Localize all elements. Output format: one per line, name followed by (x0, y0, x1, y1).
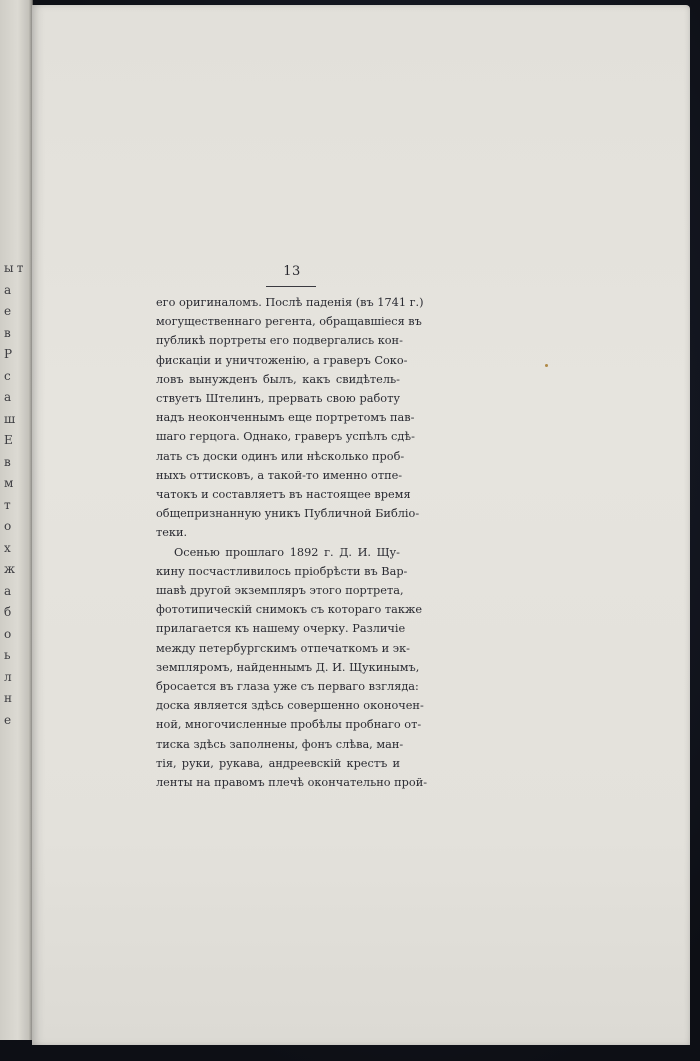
page-number-rule (266, 286, 316, 287)
text-line: земпляромъ, найденнымъ Д. И. Щукинымъ, (156, 660, 420, 674)
paragraph-1 (156, 293, 424, 543)
text-line: шаго герцога. Однако, граверъ успѣлъ сдѣ- (156, 430, 415, 444)
text-line: чатокъ и составляетъ въ настоящее время (156, 488, 411, 502)
text-line: бросается въ глаза уже съ перваго взгляда: (156, 680, 419, 694)
text-line: надъ неоконченнымъ еще портретомъ пав- (156, 411, 415, 425)
text-line: тія, руки, рукава, андреевскій крестъ и (156, 756, 400, 770)
text-line: ныхъ оттисковъ, а такой-то именно отпе- (156, 468, 403, 482)
paper-speck (545, 364, 548, 367)
text-line: тиска здѣсь заполнены, фонъ слѣва, ман- (156, 737, 404, 751)
book-page (32, 5, 690, 1045)
text-line: ствуетъ Штелинъ, прервать свою работу (156, 392, 400, 406)
previous-page-text-fragments: ы т а е в Р с а ш Е в м т о х ж а б о ь л н е (4, 261, 24, 727)
text-line: его оригиналомъ. Послѣ паденія (въ 1741 г.) (156, 296, 424, 309)
text-line: фискаціи и уничтоженію, а граверъ Соко- (156, 353, 408, 367)
paragraph-2 (156, 543, 428, 793)
page-number: 13 (283, 264, 301, 279)
text-line: ловъ вынужденъ былъ, какъ свидѣтель- (156, 372, 400, 386)
text-line: лать съ доски одинъ или нѣсколько проб- (156, 449, 405, 463)
text-line: теки. (156, 526, 188, 540)
text-line: доска является здѣсь совершенно оконочен- (156, 699, 424, 713)
text-line: шавѣ другой экземпляръ этого портрета, (156, 584, 404, 598)
body-text (156, 293, 428, 792)
text-line: кину посчастливилось пріобрѣсти въ Вар- (156, 564, 408, 578)
text-line: Осенью прошлаго 1892 г. Д. И. Щу- (174, 545, 400, 559)
text-line: ной, многочисленные пробѣлы пробнаго от- (156, 718, 422, 732)
text-line: фототипическій снимокъ съ котораго также (156, 603, 423, 617)
previous-page-edge (0, 0, 33, 1040)
text-line: прилагается къ нашему очерку. Различіе (156, 622, 406, 636)
text-line: между петербургскимъ отпечаткомъ и эк- (156, 641, 410, 655)
text-line: могущественнаго регента, обращавшіеся въ (156, 315, 422, 329)
text-line: публикѣ портреты его подвергались кон- (156, 334, 403, 348)
text-line: ленты на правомъ плечѣ окончательно прой- (156, 776, 428, 790)
text-line: общепризнанную уникъ Публичной Библіо- (156, 507, 420, 521)
